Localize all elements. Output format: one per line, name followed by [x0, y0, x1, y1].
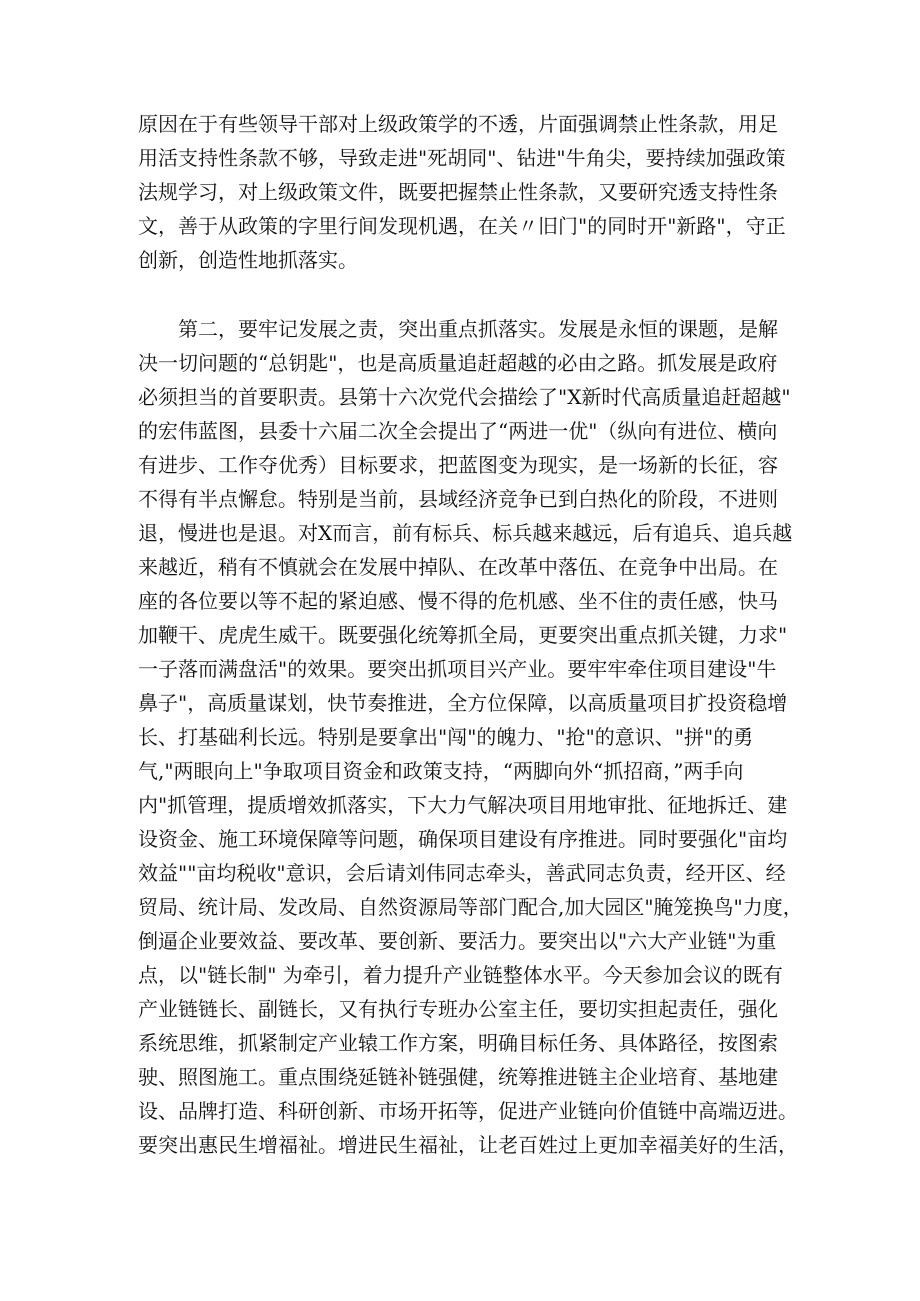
text-line: 驶、照图施工。重点围绕延链补链强健，统筹推进链主企业培育、基地建 [138, 1065, 778, 1089]
text-line: 贸局、统计局、发改局、自然资源局等部门配合,加大园区"腌笼换鸟"力度， [138, 895, 803, 919]
text-line: 鼻子"，高质量谋划，快节奏推进，全方位保障，以高质量项目扩投资稳增 [138, 691, 788, 715]
text-line: 来越近，稍有不慎就会在发展中掉队、在改革中落伍、在竞争中出局。在 [138, 555, 778, 579]
text-line: 加鞭干、虎虎生威干。既要强化统筹抓全局，更要突出重点抓关键，力求" [138, 623, 788, 647]
text-line: 第二，要牢记发展之责，突出重点抓落实。发展是永恒的课题，是解 [138, 317, 778, 341]
text-line: 点，以"链长制" 为牵引，着力提升产业链整体水平。今天参加会议的既有 [138, 963, 783, 987]
paragraph-policy-study [138, 107, 798, 277]
text-line: 退，慢进也是退。对X而言，前有标兵、标兵越来越远，后有追兵、追兵越 [138, 521, 793, 545]
text-line: 有进步、工作夺优秀）目标要求，把蓝图变为现实，是一场新的长征，容 [138, 453, 778, 477]
text-line: 决一切问题的“总钥匙"，也是高质量追赶超越的必由之路。抓发展是政府 [138, 351, 778, 375]
text-line: 气,"两眼向上"争取项目资金和政策支持，“两脚向外“抓招商，”两手向 [138, 759, 744, 783]
text-line: 必须担当的首要职责。县第十六次党代会描绘了"X新时代高质量追赶超越" [138, 385, 791, 409]
text-line: 内"抓管理，提质增效抓落实，下大力气解决项目用地审批、征地拆迁、建 [138, 793, 788, 817]
text-line: 长、打基础利长远。特别是要拿出"闯"的魄力、"抢"的意识、"拼"的勇 [138, 725, 754, 749]
text-line: 文，善于从政策的字里行间发现机遇，在关〃旧门"的同时开"新路"，守正 [138, 214, 786, 238]
text-line: 设资金、施工环境保障等问题，确保项目建设有序推进。同时要强化"亩均 [138, 827, 788, 851]
text-line: 的宏伟蓝图，县委十六届二次全会提出了“两进一优"（纵向有进位、横向 [138, 419, 778, 443]
text-line: 倒逼企业要效益、要改革、要创新、要活力。要突出以"六大产业链"为重 [138, 929, 777, 953]
paragraph-development-duty [138, 312, 803, 1162]
text-line: 产业链链长、副链长，又有执行专班办公室主任，要切实担起责任，强化 [138, 997, 778, 1021]
text-line: 效益""亩均税收"意识，会后请刘伟同志牵头，善武同志负责，经开区、经 [138, 861, 786, 885]
text-line: 用活支持性条款不够，导致走进"死胡同"、钻进"牛角尖，要持续加强政策 [138, 146, 786, 170]
text-line: 要突出惠民生增福祉。增进民生福祉，让老百姓过上更加幸福美好的生活， [138, 1133, 798, 1157]
text-line: 系统思维，抓紧制定产业辕工作方案，明确目标任务、具体路径，按图索 [138, 1031, 778, 1055]
text-line: 法规学习，对上级政策文件，既要把握禁止性条款，又要研究透支持性条 [138, 180, 778, 204]
text-line: 原因在于有些领导干部对上级政策学的不透，片面强调禁止性条款，用足 [138, 112, 778, 136]
text-line: 创新，创造性地抓落实。 [138, 248, 358, 272]
text-line: 设、品牌打造、科研创新、市场开拓等，促进产业链向价值链中高端迈进。 [138, 1099, 798, 1123]
text-line: 不得有半点懈怠。特别是当前，县域经济竞争已到白热化的阶段，不进则 [138, 487, 778, 511]
text-line: 座的各位要以等不起的紧迫感、慢不得的危机感、坐不住的责任感，快马 [138, 589, 778, 613]
text-line: 一子落而满盘活"的效果。要突出抓项目兴产业。要牢牢牵住项目建设"牛 [138, 657, 777, 681]
